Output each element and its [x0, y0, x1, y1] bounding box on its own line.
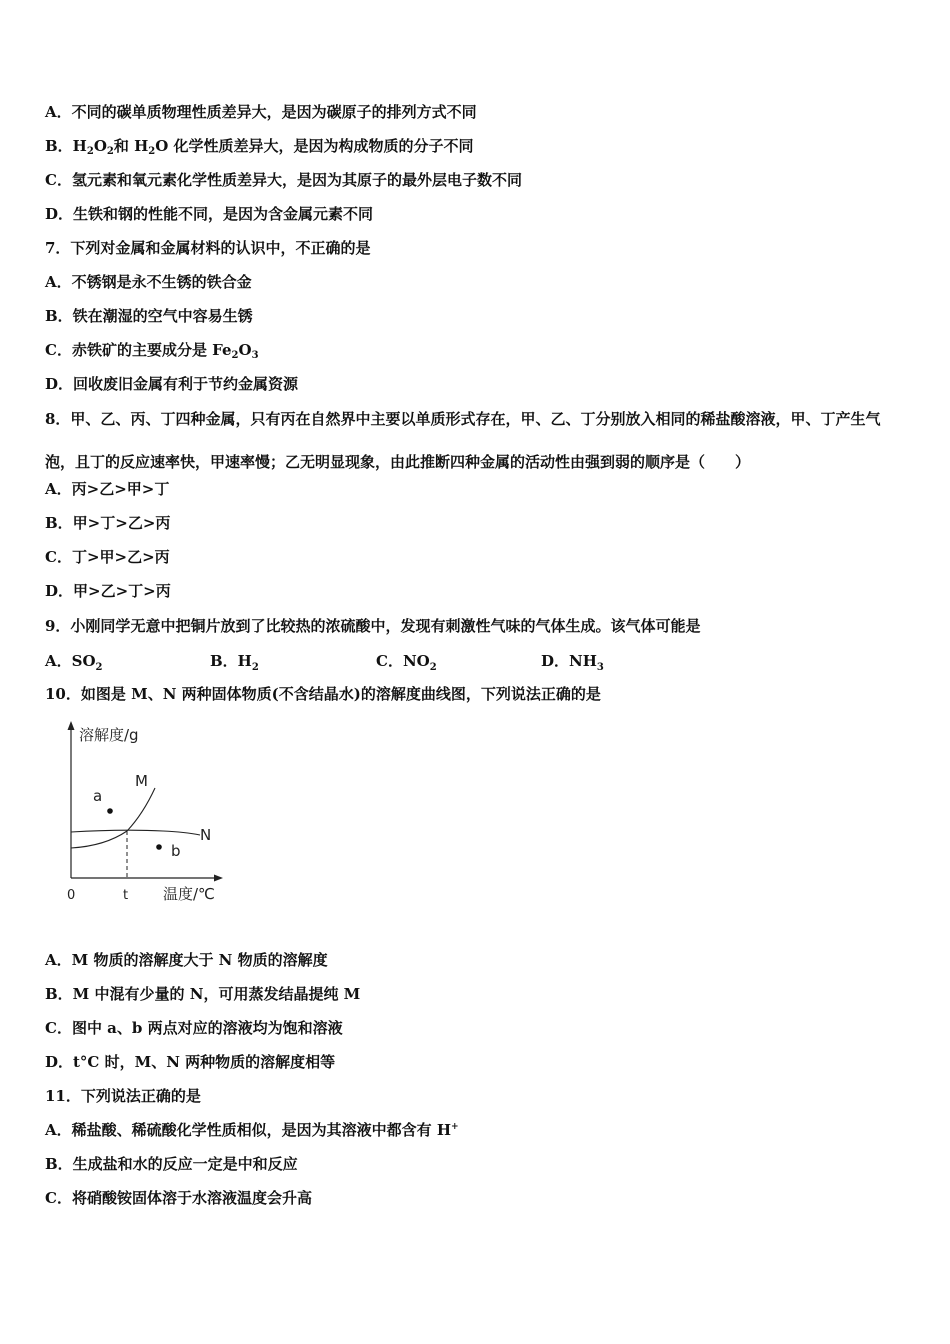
q10-option-b: B．M 中混有少量的 N，可用蒸发结晶提纯 M — [45, 985, 361, 1003]
q6-option-b-o: O — [93, 137, 107, 155]
t-tick-label: t — [123, 888, 129, 903]
q9-option-a — [45, 650, 103, 673]
q6-option-a: A．不同的碳单质物理性质差异大，是因为碳原子的排列方式不同 — [45, 103, 477, 121]
q11-option-a — [45, 1120, 459, 1140]
point-a — [107, 808, 113, 814]
q9-option-d — [541, 650, 604, 673]
curve-n-label: N — [200, 826, 212, 844]
q9-option-d-sub: 3 — [596, 662, 604, 673]
q9-option-a-text: A．SO — [45, 652, 96, 670]
q6-option-b-sub1: 2 — [86, 146, 94, 157]
point-b-label: b — [171, 842, 181, 860]
q10-stem: 10．如图是 M、N 两种固体物质(不含结晶水)的溶解度曲线图，下列说法正确的是 — [45, 685, 601, 703]
curve-n — [71, 830, 200, 835]
q7-option-c-prefix: C．赤铁矿的主要成分是 Fe — [45, 341, 232, 359]
q8-option-b: B．甲>丁>乙>丙 — [45, 514, 171, 532]
x-axis-label: 温度/℃ — [163, 885, 215, 903]
q8-option-d: D．甲>乙>丁>丙 — [45, 582, 171, 600]
point-b — [156, 844, 162, 850]
x-axis-arrow — [214, 875, 223, 882]
q6-option-c: C．氢元素和氧元素化学性质差异大，是因为其原子的最外层电子数不同 — [45, 171, 522, 189]
q7-option-a: A．不锈钢是永不生锈的铁合金 — [45, 273, 252, 291]
q9-option-c-text: C．NO — [376, 652, 430, 670]
q10-option-c: C．图中 a、b 两点对应的溶液均为饱和溶液 — [45, 1019, 343, 1037]
q8-option-a: A．丙>乙>甲>丁 — [45, 480, 170, 498]
q9-option-c-sub: 2 — [429, 662, 437, 673]
y-axis-arrow — [68, 721, 75, 730]
y-axis-label: 溶解度/g — [79, 726, 139, 744]
q7-option-c-o: O — [238, 341, 252, 359]
q11-option-c: C．将硝酸铵固体溶于水溶液温度会升高 — [45, 1189, 312, 1207]
q6-option-b-sub2: 2 — [106, 146, 114, 157]
curve-m — [71, 788, 155, 848]
q11-option-a-sup: + — [451, 1122, 459, 1132]
q6-option-b — [45, 136, 474, 156]
q9-option-b-text: B．H — [210, 652, 252, 670]
q9-option-c — [376, 650, 437, 673]
origin-label: 0 — [67, 888, 76, 903]
q6-option-b-prefix: B．H — [45, 137, 87, 155]
q8-stem: 8．甲、乙、丙、丁四种金属，只有丙在自然界中主要以单质形式存在，甲、乙、丁分别放入相同的稀盐酸溶液，甲、丁产生气泡，且丁的反应速率快，甲速率慢；乙无明显现象，由此推断四种金属的活动性由强到弱的顺序是（ ） — [45, 410, 881, 471]
solubility-curve-figure — [55, 718, 235, 908]
q7-option-c-sub1: 2 — [231, 350, 239, 361]
q7-option-d: D．回收废旧金属有利于节约金属资源 — [45, 375, 299, 393]
q9-option-b-sub: 2 — [251, 662, 259, 673]
q6-option-b-rest: O 化学性质差异大，是因为构成物质的分子不同 — [155, 137, 474, 155]
q9-option-b — [210, 650, 259, 673]
q6-option-b-mid: 和 H — [113, 137, 149, 155]
q6-option-b-sub3: 2 — [148, 146, 156, 157]
curve-m-label: M — [135, 772, 148, 790]
q9-stem: 9．小刚同学无意中把铜片放到了比较热的浓硫酸中，发现有刺激性气味的气体生成。该气体可能是 — [45, 617, 701, 635]
q8-option-c: C．丁>甲>乙>丙 — [45, 548, 170, 566]
point-a-label: a — [93, 787, 103, 805]
q11-option-b: B．生成盐和水的反应一定是中和反应 — [45, 1155, 298, 1173]
q9-option-d-text: D．NH — [541, 652, 597, 670]
q9-option-a-sub: 2 — [95, 662, 103, 673]
q7-stem: 7．下列对金属和金属材料的认识中，不正确的是 — [45, 239, 371, 257]
q10-option-d: D．t°C 时，M、N 两种物质的溶解度相等 — [45, 1053, 336, 1071]
q7-option-c-sub2: 3 — [251, 350, 259, 361]
q10-option-a: A．M 物质的溶解度大于 N 物质的溶解度 — [45, 951, 328, 969]
q11-stem: 11．下列说法正确的是 — [45, 1087, 201, 1105]
q7-option-c — [45, 340, 259, 360]
q11-option-a-text: A．稀盐酸、稀硫酸化学性质相似，是因为其溶液中都含有 H — [45, 1121, 452, 1139]
q6-option-d: D．生铁和钢的性能不同，是因为含金属元素不同 — [45, 205, 374, 223]
q7-option-b: B．铁在潮湿的空气中容易生锈 — [45, 307, 253, 325]
